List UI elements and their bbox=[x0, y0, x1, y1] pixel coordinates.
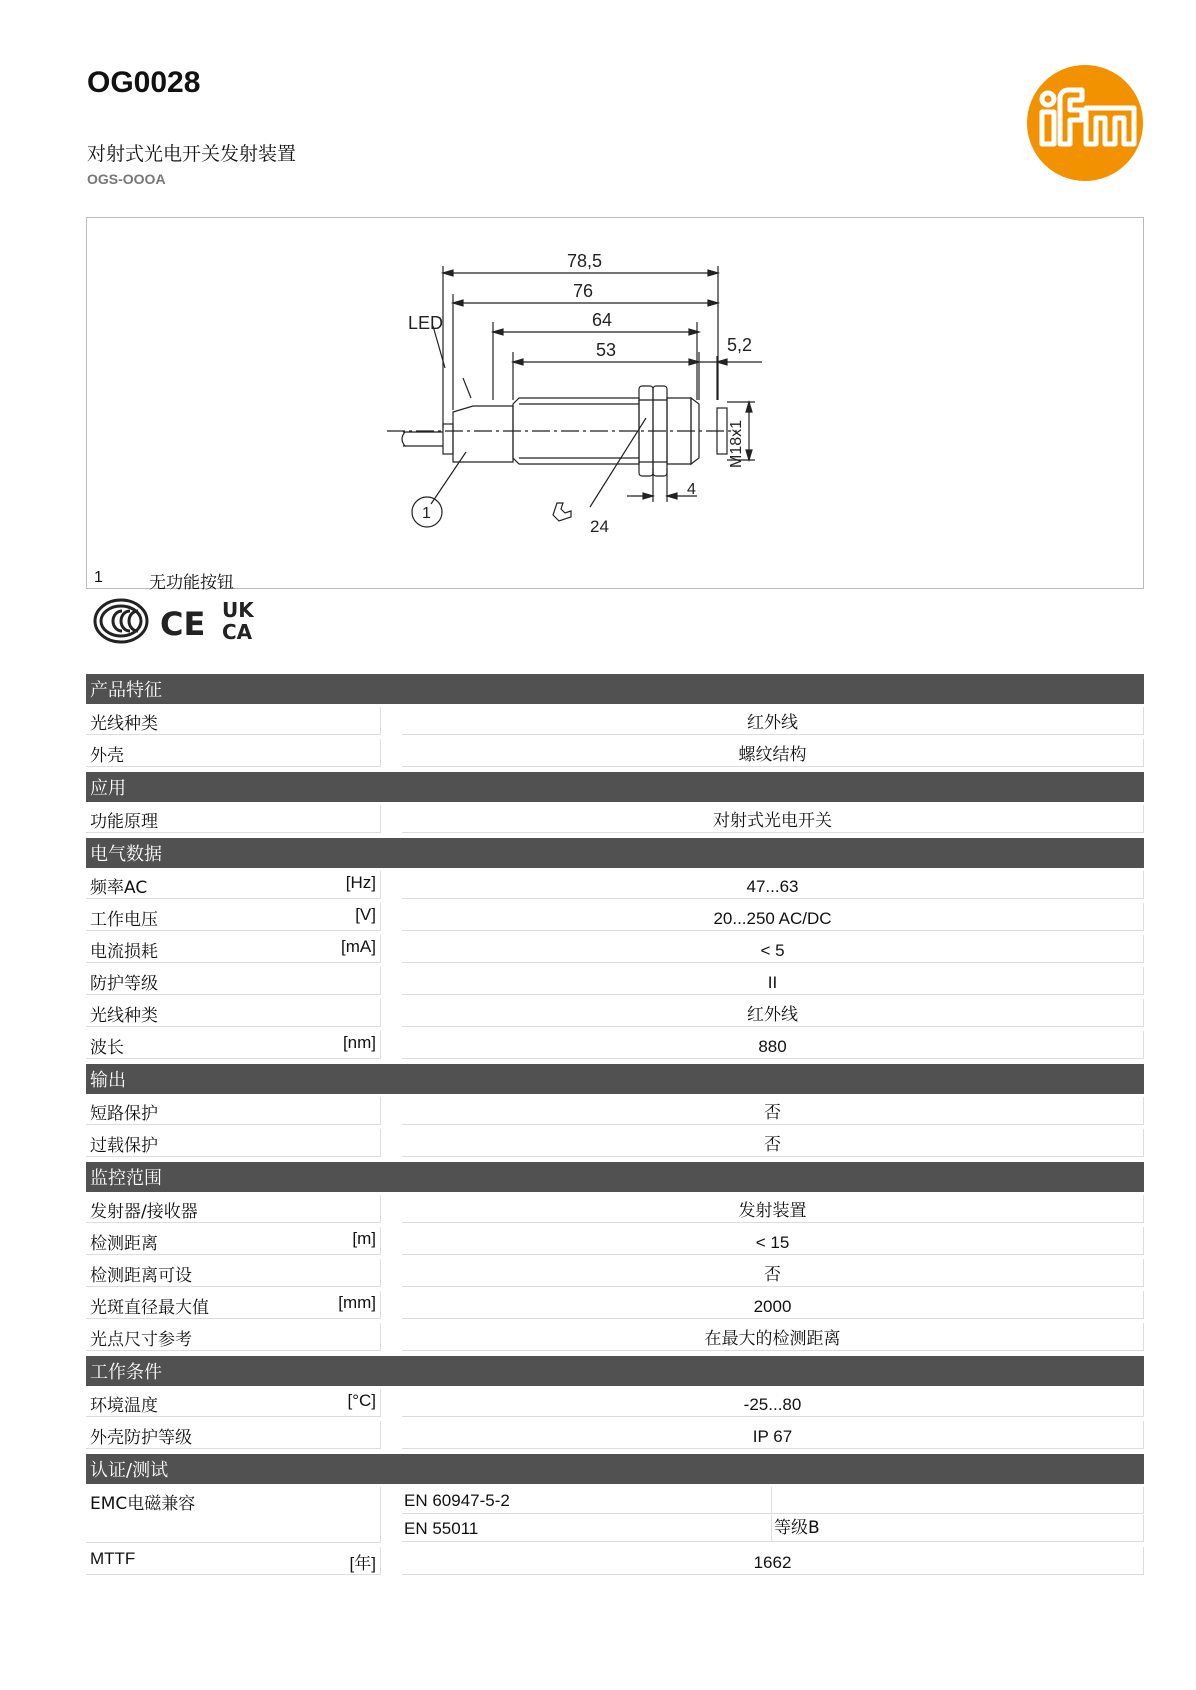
spec-value: II bbox=[402, 967, 1144, 995]
spec-row-emc bbox=[86, 1484, 1144, 1544]
spec-unit: [年] bbox=[349, 1554, 376, 1573]
spec-label: 外壳防护等级 bbox=[90, 1428, 192, 1448]
spec-label: 检测距离 bbox=[90, 1234, 158, 1254]
section-heading: 应用 bbox=[86, 772, 1144, 802]
spec-label: 光线种类 bbox=[90, 714, 158, 734]
thread-label: M18x1 bbox=[728, 419, 745, 468]
spec-label: 检测距离可设 bbox=[90, 1266, 192, 1286]
spec-label: 过载保护 bbox=[90, 1136, 158, 1156]
spec-label: 防护等级 bbox=[90, 974, 158, 994]
spec-label: EMC电磁兼容 bbox=[90, 1494, 196, 1514]
dim-64: 64 bbox=[592, 310, 613, 330]
spec-label-cell bbox=[86, 1097, 381, 1125]
product-title: OG0028 bbox=[87, 66, 201, 99]
section-heading: 输出 bbox=[86, 1064, 1144, 1094]
spec-value: 红外线 bbox=[402, 707, 1144, 735]
spec-label: 功能原理 bbox=[90, 812, 158, 832]
spec-row bbox=[86, 932, 1144, 964]
spec-value: 880 bbox=[402, 1031, 1144, 1059]
spec-label: 短路保护 bbox=[90, 1104, 158, 1124]
spec-label: 发射器/接收器 bbox=[90, 1202, 198, 1222]
section-heading: 电气数据 bbox=[86, 838, 1144, 868]
spec-label: 外壳 bbox=[90, 746, 124, 766]
spec-label-cell bbox=[86, 999, 381, 1027]
spec-value: 否 bbox=[402, 1097, 1144, 1125]
section-heading: 工作条件 bbox=[86, 1356, 1144, 1386]
spec-label-cell bbox=[86, 1487, 381, 1543]
spec-label-cell bbox=[86, 1389, 381, 1417]
spec-row bbox=[86, 868, 1144, 900]
svg-text:UK: UK bbox=[222, 598, 254, 622]
legend-text: 无功能按钮 bbox=[149, 573, 234, 593]
spec-row bbox=[86, 1224, 1144, 1256]
spec-label-cell bbox=[86, 1129, 381, 1157]
led-label: LED bbox=[408, 313, 444, 333]
spec-label-cell bbox=[86, 1323, 381, 1351]
spec-row bbox=[86, 736, 1144, 768]
spec-row bbox=[86, 1418, 1144, 1450]
section-heading: 监控范围 bbox=[86, 1162, 1144, 1192]
spec-label: 光斑直径最大值 bbox=[90, 1298, 209, 1318]
spec-label-cell bbox=[86, 805, 381, 833]
spec-value: 在最大的检测距离 bbox=[402, 1323, 1144, 1351]
spec-unit: [mm] bbox=[338, 1293, 376, 1312]
ccc-mark-icon bbox=[95, 600, 147, 642]
spec-row bbox=[86, 1028, 1144, 1060]
spec-unit: [m] bbox=[352, 1229, 376, 1248]
spec-label: 波长 bbox=[90, 1038, 124, 1058]
spec-unit: [°C] bbox=[347, 1391, 376, 1410]
spec-value: 2000 bbox=[402, 1291, 1144, 1319]
certification-marks bbox=[92, 597, 267, 645]
spec-row bbox=[86, 802, 1144, 834]
dim-5-2: 5,2 bbox=[727, 335, 753, 355]
spec-table bbox=[86, 674, 1144, 1576]
ce-mark: CE bbox=[160, 605, 206, 643]
spec-value: 1662 bbox=[402, 1547, 1144, 1575]
spec-row bbox=[86, 1192, 1144, 1224]
spec-unit: [nm] bbox=[342, 1033, 376, 1052]
emc-note: 等级B bbox=[772, 1515, 1144, 1542]
spec-label: 工作电压 bbox=[90, 910, 158, 930]
callout-number: 1 bbox=[422, 505, 431, 522]
spec-value: 螺纹结构 bbox=[402, 739, 1144, 767]
dim-76: 76 bbox=[573, 281, 594, 301]
section-heading: 认证/测试 bbox=[86, 1454, 1144, 1484]
spec-row-mttf bbox=[86, 1544, 1144, 1576]
spec-label: 电流损耗 bbox=[90, 942, 158, 962]
spec-label-cell bbox=[86, 1227, 381, 1255]
wrench-size-label: 24 bbox=[590, 517, 609, 536]
spec-row bbox=[86, 1320, 1144, 1352]
wrench-icon bbox=[553, 503, 571, 521]
ifm-logo bbox=[1026, 64, 1144, 182]
ukca-mark-icon bbox=[222, 598, 255, 644]
spec-label-cell bbox=[86, 739, 381, 767]
svg-text:CA: CA bbox=[222, 620, 253, 644]
spec-value: 对射式光电开关 bbox=[402, 805, 1144, 833]
spec-value: 47...63 bbox=[402, 871, 1144, 899]
spec-label: 光线种类 bbox=[90, 1006, 158, 1026]
spec-unit: [mA] bbox=[341, 937, 376, 956]
product-subtitle: 对射式光电开关发射装置 bbox=[87, 143, 297, 165]
legend-number: 1 bbox=[94, 569, 103, 586]
dim-78-5: 78,5 bbox=[567, 251, 603, 271]
spec-value: < 5 bbox=[402, 935, 1144, 963]
spec-value: < 15 bbox=[402, 1227, 1144, 1255]
spec-row bbox=[86, 1126, 1144, 1158]
spec-label-cell bbox=[86, 707, 381, 735]
section-heading: 产品特征 bbox=[86, 674, 1144, 704]
spec-label-cell bbox=[86, 871, 381, 899]
spec-row bbox=[86, 1256, 1144, 1288]
spec-label-cell bbox=[86, 1259, 381, 1287]
dim-4: 4 bbox=[687, 481, 696, 498]
spec-unit: [Hz] bbox=[345, 873, 376, 892]
spec-value: IP 67 bbox=[402, 1421, 1144, 1449]
spec-label-cell bbox=[86, 1421, 381, 1449]
spec-value: 否 bbox=[402, 1129, 1144, 1157]
spec-label: MTTF bbox=[90, 1549, 136, 1568]
spec-value: 20...250 AC/DC bbox=[402, 903, 1144, 931]
emc-standard: EN 55011 bbox=[402, 1515, 772, 1542]
spec-row bbox=[86, 1094, 1144, 1126]
spec-value: 发射装置 bbox=[402, 1195, 1144, 1223]
spec-label-cell bbox=[86, 1031, 381, 1059]
spec-label-cell bbox=[86, 1547, 381, 1575]
spec-row bbox=[86, 900, 1144, 932]
spec-row bbox=[86, 1386, 1144, 1418]
spec-label-cell bbox=[86, 1195, 381, 1223]
spec-label: 光点尺寸参考 bbox=[90, 1330, 192, 1350]
spec-label-cell bbox=[86, 935, 381, 963]
spec-label-cell bbox=[86, 903, 381, 931]
spec-label-cell bbox=[86, 1291, 381, 1319]
dim-53: 53 bbox=[596, 340, 617, 360]
spec-label: 环境温度 bbox=[90, 1396, 158, 1416]
product-code: OGS-OOOA bbox=[87, 171, 166, 187]
spec-unit: [V] bbox=[355, 905, 376, 924]
spec-label-cell bbox=[86, 967, 381, 995]
spec-row bbox=[86, 1288, 1144, 1320]
spec-row bbox=[86, 964, 1144, 996]
emc-standard: EN 60947-5-2 bbox=[402, 1487, 772, 1514]
spec-row bbox=[86, 704, 1144, 736]
spec-label: 频率AC bbox=[90, 878, 148, 898]
spec-value: -25...80 bbox=[402, 1389, 1144, 1417]
emc-note bbox=[772, 1487, 1144, 1514]
spec-value: 否 bbox=[402, 1259, 1144, 1287]
dimension-drawing bbox=[86, 217, 1144, 593]
spec-row bbox=[86, 996, 1144, 1028]
spec-value: 红外线 bbox=[402, 999, 1144, 1027]
